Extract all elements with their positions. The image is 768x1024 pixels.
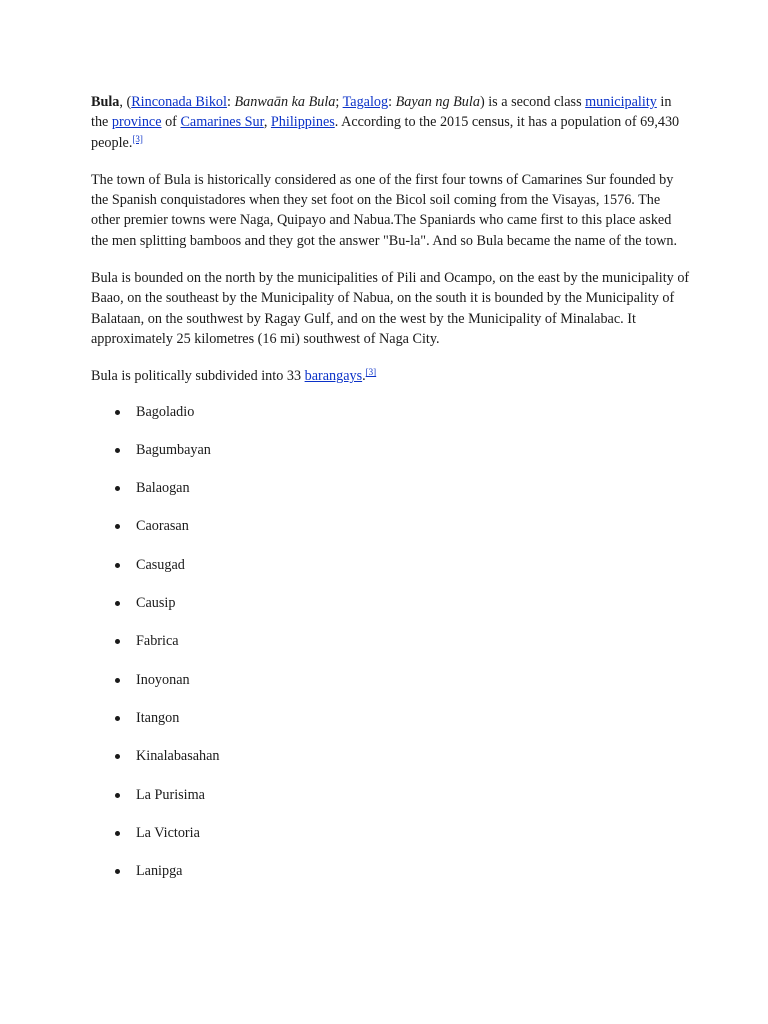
text-fragment: : xyxy=(226,94,235,110)
bullet-icon xyxy=(115,869,120,874)
barangay-name: La Purisima xyxy=(136,786,205,803)
barangay-name: Lanipga xyxy=(136,863,183,880)
list-item xyxy=(91,593,691,613)
reference-link[interactable]: [3] xyxy=(365,367,377,378)
barangay-name: Inoyonan xyxy=(136,671,190,688)
text-fragment: . According to the 2015 census, it has a population of 69,430 people. xyxy=(91,114,680,151)
bullet-icon xyxy=(115,639,120,644)
list-item xyxy=(91,402,691,422)
list-item xyxy=(91,670,691,690)
text-fragment: . xyxy=(362,368,366,385)
bullet-icon xyxy=(115,754,120,759)
link-municipality[interactable]: municipality xyxy=(585,94,657,110)
barangay-name: Fabrica xyxy=(136,633,179,650)
bullet-icon xyxy=(115,524,120,529)
list-item xyxy=(91,516,691,536)
bullet-icon xyxy=(115,486,120,491)
list-item xyxy=(91,785,691,805)
link-province[interactable]: province xyxy=(111,114,162,131)
geography-paragraph: Bula is bounded on the north by the municipalities of Pili and Ocampo, on the east by the municipality of Baao, on the southeast by the Municipality of Nabua, on the south it is bounded by the Municipality of Balataan, on the southwest by Ragay Gulf, and on the west by the Municipality of Minalabac. It approximately 25 kilometres (16 mi) southwest of Naga City. xyxy=(91,270,690,347)
bullet-icon xyxy=(115,793,120,798)
barangay-name: Kinalabasahan xyxy=(136,748,220,765)
native-name-tagalog: Bayan ng Bula xyxy=(395,94,480,110)
link-camarines-sur[interactable]: Camarines Sur xyxy=(180,114,264,131)
list-item xyxy=(91,823,691,843)
bullet-icon xyxy=(115,831,120,836)
link-barangays[interactable]: barangays xyxy=(304,368,363,385)
bullet-icon xyxy=(115,716,120,721)
barangay-name: Casugad xyxy=(136,556,185,573)
link-tagalog[interactable]: Tagalog xyxy=(342,94,389,110)
list-item xyxy=(91,746,691,766)
native-name-rinconada: Banwaān ka Bula xyxy=(234,94,336,110)
barangay-name: La Victoria xyxy=(136,824,200,841)
list-item xyxy=(91,478,691,498)
text-fragment: of xyxy=(161,114,181,131)
text-fragment: , xyxy=(263,114,271,131)
reference-link[interactable]: [3] xyxy=(132,133,143,144)
barangay-name: Itangon xyxy=(136,709,180,726)
text-fragment: ; xyxy=(335,94,343,110)
text-fragment: in the xyxy=(91,94,672,131)
bullet-icon xyxy=(115,448,120,453)
text-fragment: : xyxy=(388,94,396,110)
text-fragment: , ( xyxy=(119,94,132,110)
list-item xyxy=(91,555,691,575)
article-body xyxy=(91,92,691,899)
link-rinconada-bikol[interactable]: Rinconada Bikol xyxy=(131,94,227,110)
barangay-name: Caorasan xyxy=(136,518,189,535)
intro-paragraph xyxy=(91,92,691,153)
history-paragraph: The town of Bula is historically considered as one of the first four towns of Camarines Sur founded by the Spanish conquistadores when they set foot on the Bicol soil coming from the Visayas, 1576. The other premier towns were Naga, Quipayo and Nabua.The Spaniards who came first to this place asked the men splitting bamboos and they got the answer "Bu-la". And so Bula became the name of the town. xyxy=(91,171,678,249)
barangay-list xyxy=(91,402,691,882)
link-philippines[interactable]: Philippines xyxy=(270,114,335,131)
barangay-name: Balaogan xyxy=(136,480,190,497)
barangay-name: Bagoladio xyxy=(136,403,195,420)
barangay-name: Bagumbayan xyxy=(136,441,211,458)
bullet-icon xyxy=(115,563,120,568)
subdivision-paragraph xyxy=(91,366,691,386)
barangay-name: Causip xyxy=(136,595,176,612)
text-fragment: ) is a second class xyxy=(479,94,586,110)
bullet-icon xyxy=(115,678,120,683)
list-item xyxy=(91,440,691,460)
article-subject: Bula xyxy=(91,94,120,110)
text-fragment: Bula is politically subdivided into 33 xyxy=(91,368,305,385)
bullet-icon xyxy=(115,601,120,606)
list-item xyxy=(91,708,691,728)
bullet-icon xyxy=(115,410,120,415)
list-item xyxy=(91,861,691,881)
list-item xyxy=(91,631,691,651)
